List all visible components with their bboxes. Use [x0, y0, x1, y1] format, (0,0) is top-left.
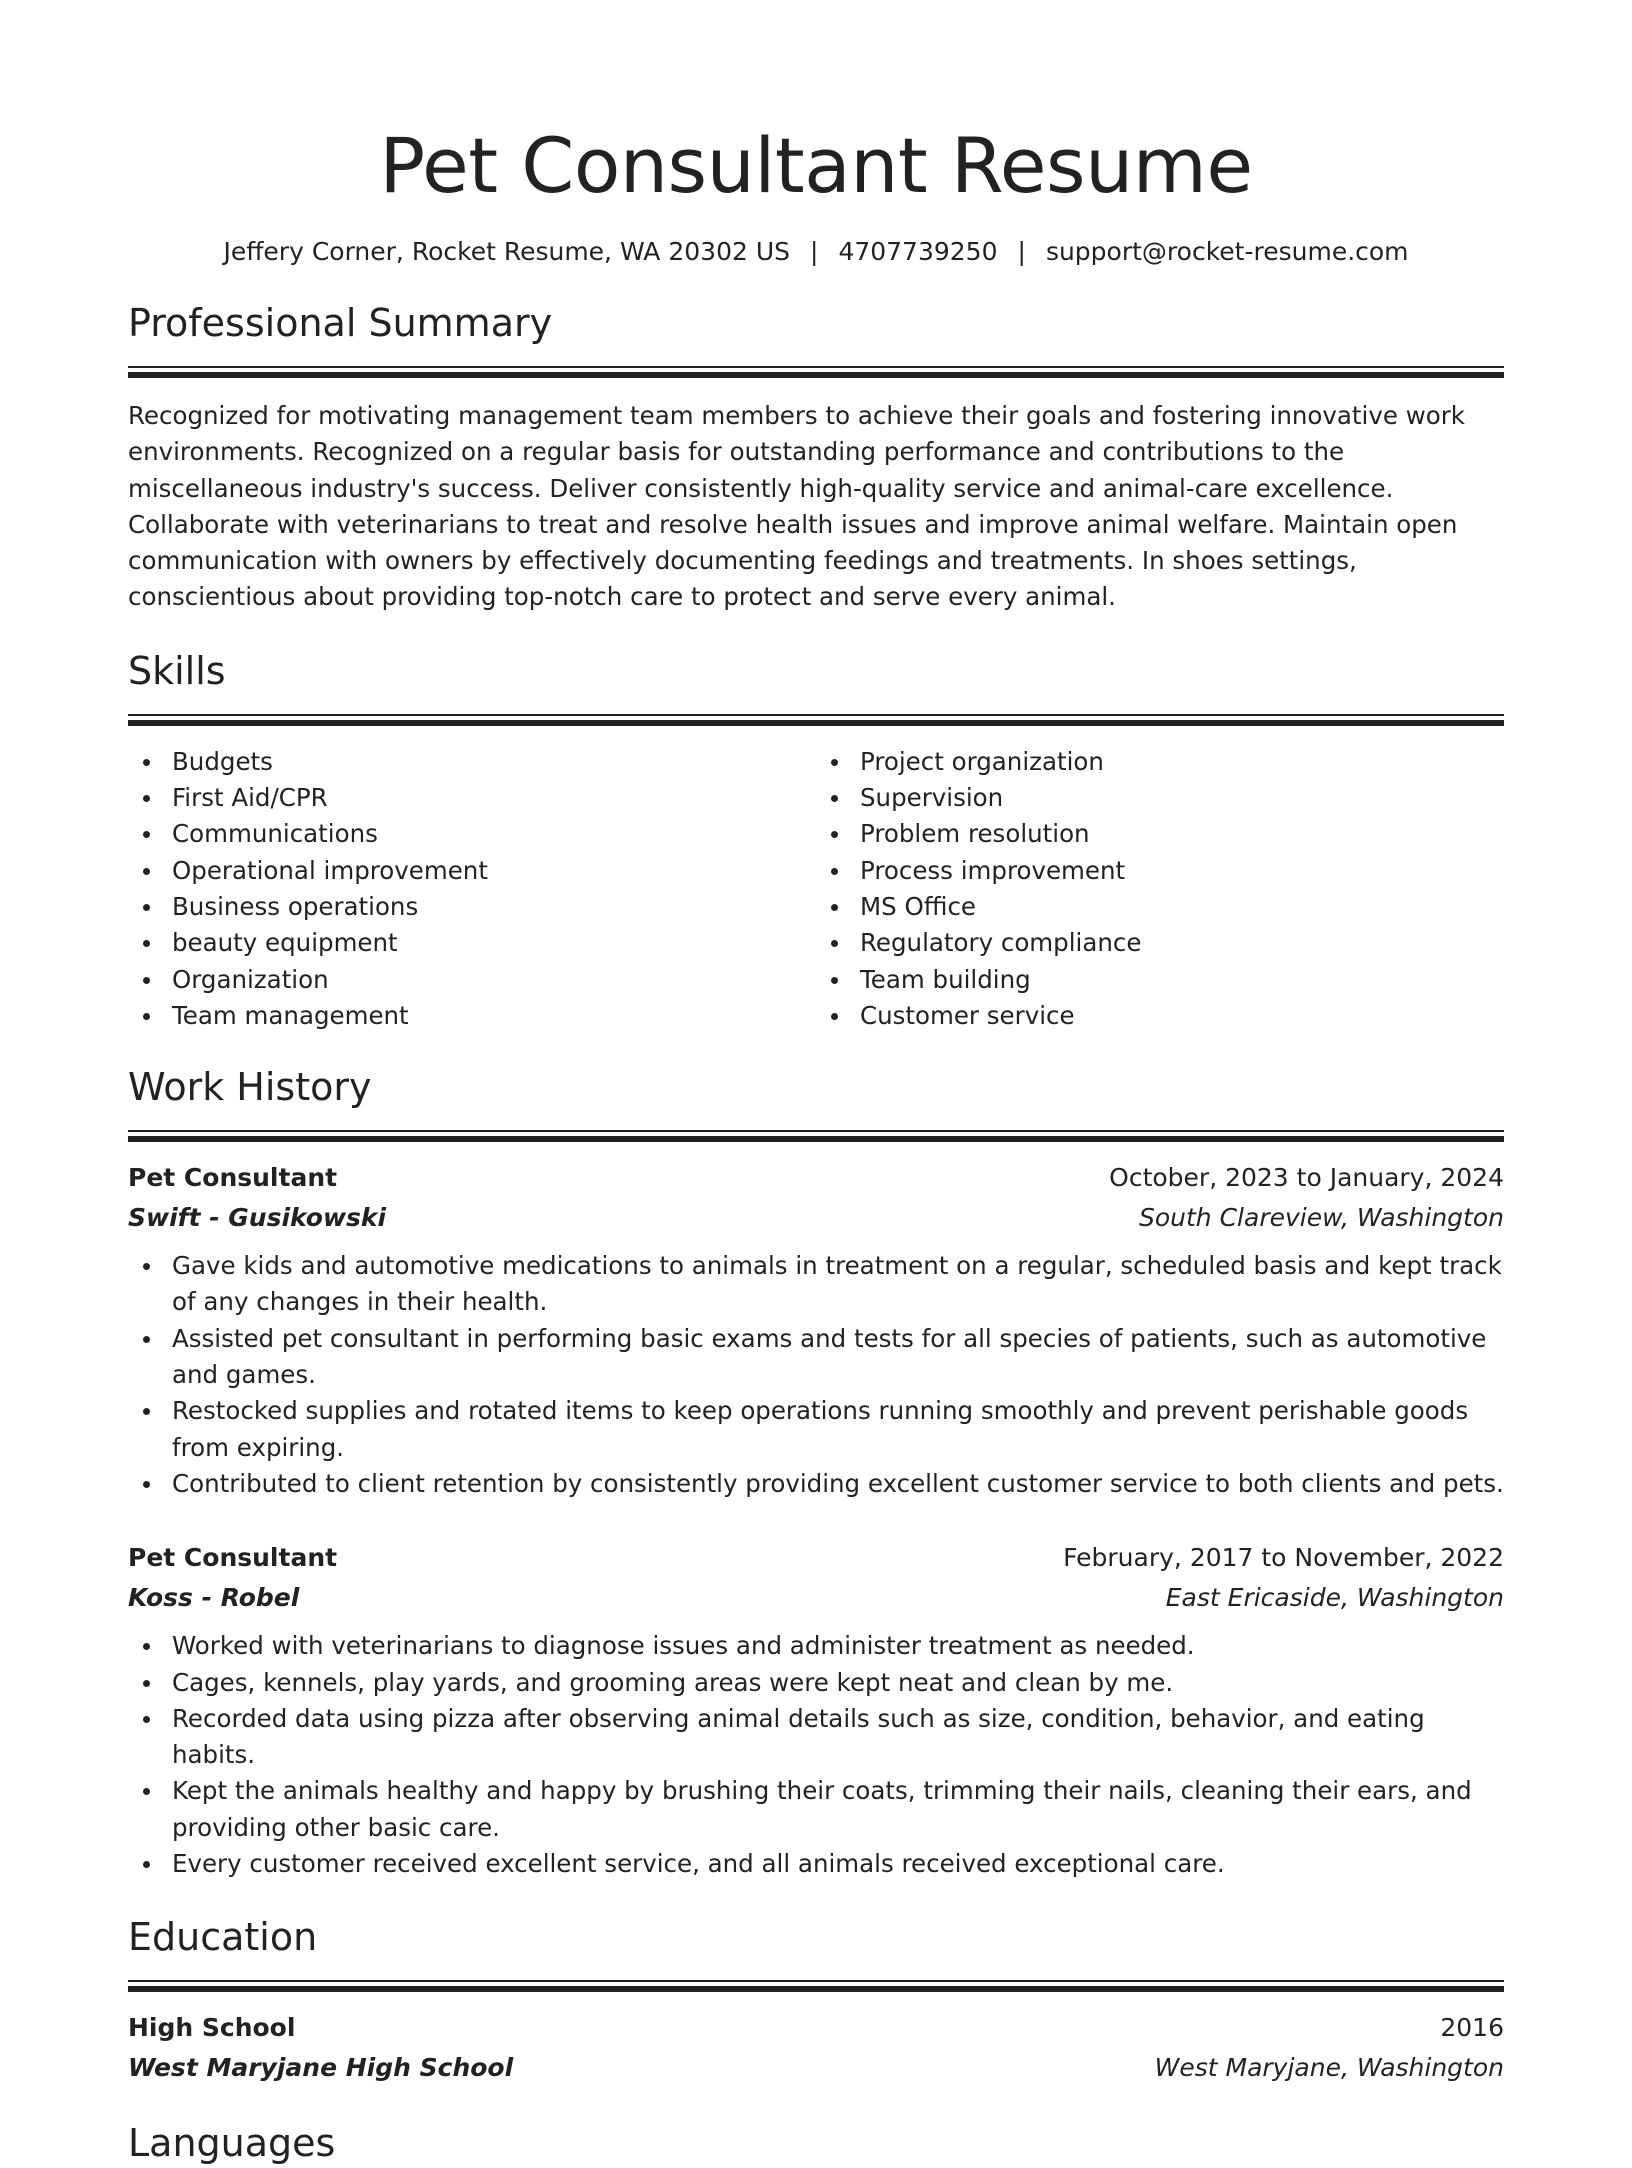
contact-phone: 4707739250: [838, 237, 998, 266]
job-bullet: Cages, kennels, play yards, and grooming areas were kept neat and clean by me.: [172, 1665, 1504, 1701]
education-year: 2016: [1440, 2013, 1504, 2043]
education-school-row: [128, 2048, 1504, 2088]
skill-item: Process improvement: [860, 853, 1504, 889]
page-title: Pet Consultant Resume: [379, 121, 1253, 210]
job-header-row: [128, 1158, 1504, 1198]
skill-item: Team building: [860, 962, 1504, 998]
section-heading-languages: Languages: [128, 2121, 336, 2166]
skill-item: Operational improvement: [172, 853, 816, 889]
skill-item: Budgets: [172, 744, 816, 780]
education-entry: [128, 2008, 1504, 2088]
job-bullet: Gave kids and automotive medications to animals in treatment on a regular, scheduled basis and kept track of any changes in their health.: [172, 1248, 1504, 1321]
job-bullet: Kept the animals healthy and happy by brushing their coats, trimming their nails, cleaning their ears, and providing other basic care.: [172, 1773, 1504, 1846]
section-heading-education: Education: [128, 1915, 318, 1960]
contact-address: Jeffery Corner, Rocket Resume, WA 20302 US: [223, 237, 790, 266]
skill-item: Communications: [172, 816, 816, 852]
contact-separator: |: [1017, 237, 1026, 266]
job-bullets: [128, 1628, 1504, 1882]
job-bullet: Contributed to client retention by consistently providing excellent customer service to both clients and pets.: [172, 1466, 1504, 1502]
skill-item: First Aid/CPR: [172, 780, 816, 816]
education-section: [128, 1912, 1504, 2088]
skills-grid: [128, 744, 1504, 1034]
job-company-row: [128, 1198, 1504, 1238]
skill-item: Supervision: [860, 780, 1504, 816]
work-history-section: [128, 1062, 1504, 1882]
job-title: Pet Consultant: [128, 1163, 338, 1193]
education-degree: High School: [128, 2013, 296, 2043]
summary-text: Recognized for motivating management team members to achieve their goals and fostering innovative work environments. Recognized on a regular basis for outstanding performance and contributions to the miscellaneous industry's success. Deliver consistently high-quality service and animal-care excellence. Collaborate with veterinarians to treat and resolve health issues and improve animal welfare. Maintain open communication with owners by effectively documenting feedings and treatments. In shoes settings, conscientious about providing top-notch care to protect and serve every animal.: [128, 401, 1465, 612]
job-dates: February, 2017 to November, 2022: [1063, 1543, 1504, 1573]
languages-section: [128, 2118, 1504, 2168]
section-divider: [128, 1980, 1504, 1992]
skill-item: MS Office: [860, 889, 1504, 925]
section-heading-work-history: Work History: [128, 1065, 372, 1110]
job-bullet: Recorded data using pizza after observing animal details such as size, condition, behavior, and eating habits.: [172, 1701, 1504, 1774]
skill-item: Problem resolution: [860, 816, 1504, 852]
job-title: Pet Consultant: [128, 1543, 338, 1573]
section-divider: [128, 366, 1504, 378]
job-entry: [128, 1538, 1504, 1882]
section-heading-summary: Professional Summary: [128, 301, 553, 345]
skill-item: Business operations: [172, 889, 816, 925]
skill-item: Organization: [172, 962, 816, 998]
skills-column-right: [816, 744, 1504, 1034]
contact-line: [128, 234, 1504, 270]
contact-separator: |: [810, 237, 819, 266]
section-divider: [128, 1130, 1504, 1142]
job-dates: October, 2023 to January, 2024: [1109, 1163, 1504, 1193]
skill-item: beauty equipment: [172, 925, 816, 961]
skills-section: [128, 646, 1504, 1034]
skill-item: Regulatory compliance: [860, 925, 1504, 961]
job-location: South Clareview, Washington: [1139, 1203, 1504, 1233]
job-company-row: [128, 1578, 1504, 1618]
job-bullet: Every customer received excellent service, and all animals received exceptional care.: [172, 1846, 1504, 1882]
skill-item: Team management: [172, 998, 816, 1034]
job-entry: [128, 1158, 1504, 1502]
section-divider: [128, 714, 1504, 726]
job-header-row: [128, 1538, 1504, 1578]
job-company: Koss - Robel: [128, 1583, 300, 1613]
education-location: West Maryjane, Washington: [1154, 2053, 1504, 2083]
job-company: Swift - Gusikowski: [128, 1203, 387, 1233]
contact-email: support@rocket-resume.com: [1045, 237, 1409, 266]
skill-item: Project organization: [860, 744, 1504, 780]
skill-item: Customer service: [860, 998, 1504, 1034]
job-bullet: Restocked supplies and rotated items to keep operations running smoothly and prevent perishable goods from expiring.: [172, 1393, 1504, 1466]
education-header-row: [128, 2008, 1504, 2048]
summary-section: [128, 298, 1504, 616]
job-bullets: [128, 1248, 1504, 1502]
job-location: East Ericaside, Washington: [1165, 1583, 1504, 1613]
skills-column-left: [128, 744, 816, 1034]
job-bullet: Worked with veterinarians to diagnose issues and administer treatment as needed.: [172, 1628, 1504, 1664]
education-school: West Maryjane High School: [128, 2053, 514, 2083]
section-heading-skills: Skills: [128, 648, 226, 693]
job-bullet: Assisted pet consultant in performing basic exams and tests for all species of patients, such as automotive and games.: [172, 1321, 1504, 1394]
